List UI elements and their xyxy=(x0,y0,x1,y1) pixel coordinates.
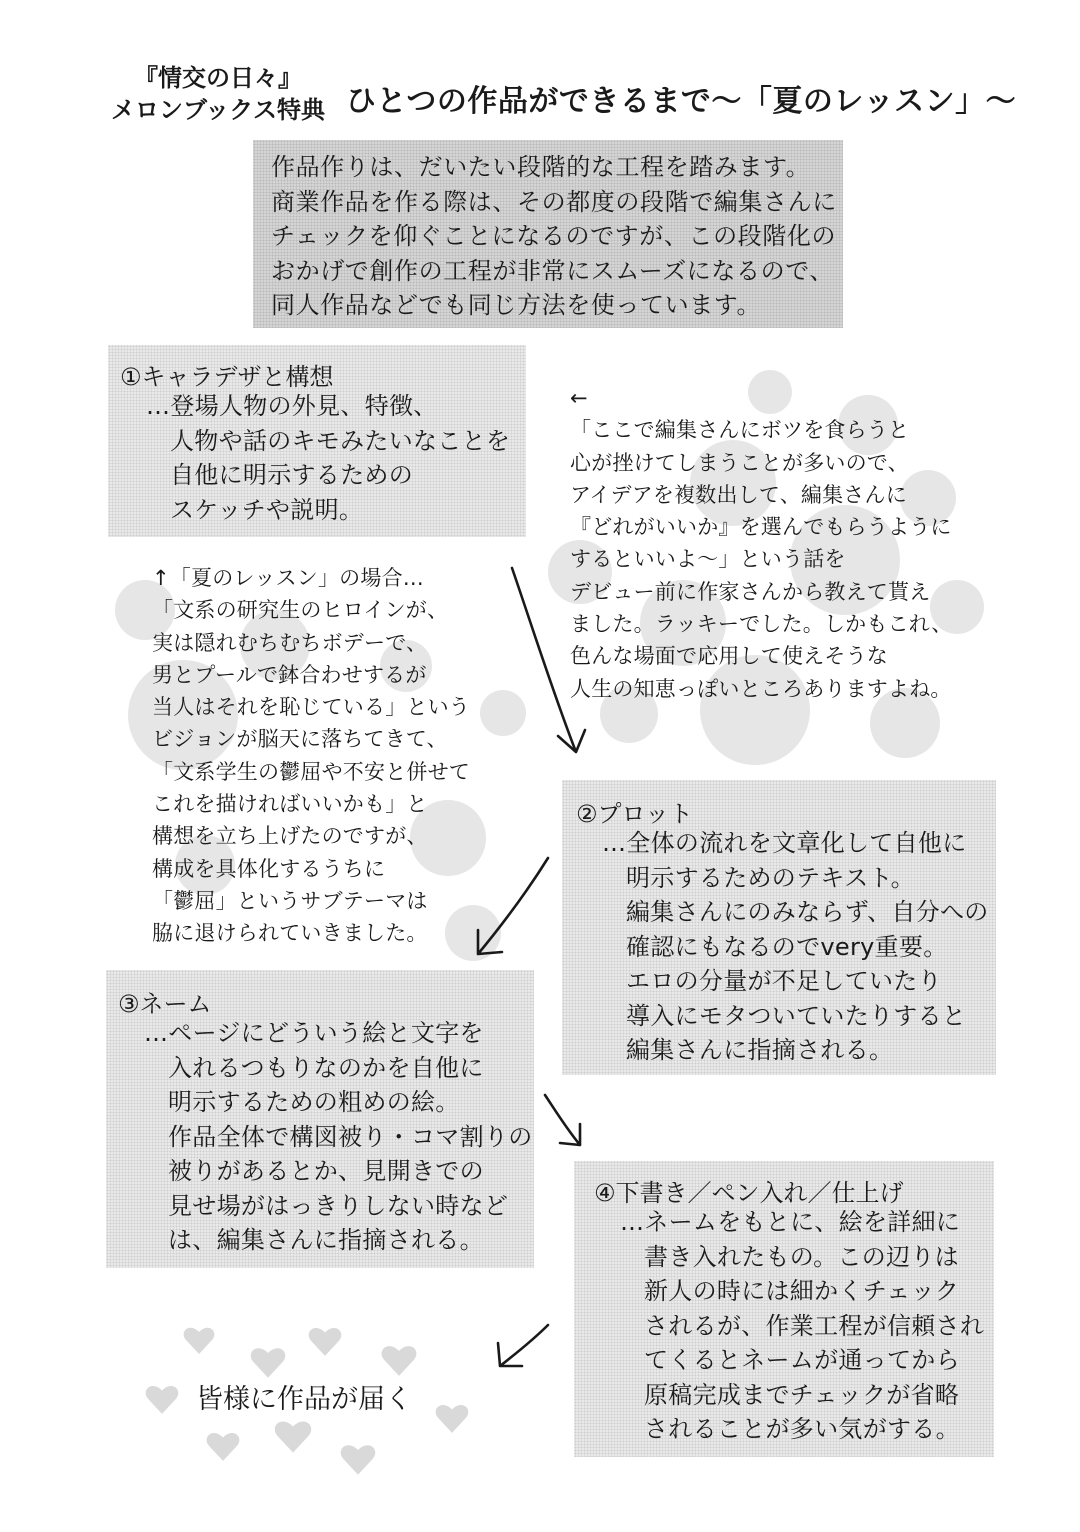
note-line: 実は隠れむちむちボデーで、 xyxy=(152,630,428,655)
step-line: 見せ場がはっきりしない時など xyxy=(168,1191,509,1220)
note-line: 『どれがいいか』を選んでもらうように xyxy=(570,515,952,540)
heart-icon xyxy=(380,1343,418,1377)
step-line: 作品全体で構図被り・コマ割りの xyxy=(168,1122,533,1151)
note-line: デビュー前に作家さんから教えて貰え xyxy=(570,579,931,604)
note-line: 「ここで編集さんにボツを食らうと xyxy=(570,418,910,443)
step-line: 編集さんにのみならず、自分への xyxy=(626,898,989,926)
step-line: …ページにどういう絵と文字を xyxy=(144,1019,484,1047)
heart-icon xyxy=(205,1430,241,1462)
note-line: 脇に退けられていきました。 xyxy=(152,921,428,946)
step-heading: ③ネーム xyxy=(118,990,212,1018)
heart-icon xyxy=(435,1402,469,1434)
step-line: 入れるつもりなのかを自他に xyxy=(168,1053,484,1082)
note-line: アイデアを複数出して、編集さんに xyxy=(570,482,907,507)
note-line: 男とプールで鉢合わせするが xyxy=(152,662,427,687)
step-line: 書き入れたもの。この辺りは xyxy=(644,1242,959,1271)
step-line: スケッチや説明。 xyxy=(170,495,364,524)
step-line: 自他に明示するための xyxy=(170,461,413,489)
final-message: 皆様に作品が届く xyxy=(196,1384,412,1415)
step-line: エロの分量が不足していたり xyxy=(626,967,942,995)
note-line: 「文系の研究生のヒロインが、 xyxy=(152,598,449,623)
heart-icon xyxy=(308,1325,342,1357)
note-line: 心が挫けてしまうことが多いので、 xyxy=(570,450,909,475)
step-line: されるが、作業工程が信頼され xyxy=(644,1311,985,1340)
note-line: するといいよ〜」という話を xyxy=(570,547,846,572)
step-line: …登場人物の外見、特徴、 xyxy=(146,392,438,420)
arrow-down-right-icon xyxy=(512,568,585,752)
step-line: 新人の時には細かくチェック xyxy=(644,1277,960,1305)
step-heading: ②プロット xyxy=(576,800,694,828)
step-line: は、編集さんに指摘される。 xyxy=(168,1226,484,1254)
step-heading: ①キャラデザと構想 xyxy=(120,363,334,391)
heart-icon xyxy=(274,1418,312,1454)
intro-line: 商業作品を作る際は、その都度の段階で編集さんに xyxy=(271,187,837,216)
step-line: 確認にもなるのでvery重要。 xyxy=(626,932,948,961)
note-line: 「鬱屈」というサブテーマは xyxy=(152,888,428,913)
note-line: 構成を具体化するうちに xyxy=(152,856,386,881)
heart-icon xyxy=(250,1345,286,1379)
step-line: 原稿完成までチェックが省略 xyxy=(644,1380,960,1409)
note-line: ました。ラッキーでした。しかもこれ、 xyxy=(570,612,953,637)
note-line: これを描ければいいかも」と xyxy=(152,792,428,817)
arrow-down-left-icon xyxy=(498,1325,548,1366)
note-line: ↑「夏のレッスン」の場合… xyxy=(152,566,424,590)
intro-line: チェックを仰ぐことになるのですが、この段階化の xyxy=(271,222,837,250)
heart-icon xyxy=(340,1442,376,1476)
intro-line: 作品作りは、だいたい段階的な工程を踏みます。 xyxy=(271,153,811,181)
intro-line: おかげで創作の工程が非常にスムーズになるので、 xyxy=(271,256,834,285)
heart-icon xyxy=(183,1325,215,1355)
arrow-down-right-icon xyxy=(545,1095,580,1145)
step-heading: ④下書き／ペン入れ／仕上げ xyxy=(594,1179,904,1207)
note-line: 構想を立ち上げたのですが、 xyxy=(152,824,428,849)
step-line: …全体の流れを文章化して自他に xyxy=(602,829,967,857)
note-line: 色んな場面で応用して使えそうな xyxy=(570,644,888,669)
arrow-down-left-icon xyxy=(478,858,548,954)
step-line: 人物や話のキモみたいなことを xyxy=(170,426,511,455)
step-line: …ネームをもとに、絵を詳細に xyxy=(620,1208,961,1236)
heart-icon xyxy=(145,1383,179,1415)
note-line: 「文系学生の鬱屈や不安と併せて xyxy=(152,759,470,784)
step-line: 被りがあるとか、見開きでの xyxy=(168,1157,484,1185)
intro-line: 同人作品などでも同じ方法を使っています。 xyxy=(271,291,762,319)
step-line: 明示するためのテキスト。 xyxy=(626,863,915,892)
step-line: てくるとネームが通ってから xyxy=(644,1346,960,1374)
step-line: 編集さんに指摘される。 xyxy=(626,1036,894,1064)
book-title: 『情交の日々』 メロンブックス特典 xyxy=(110,64,326,124)
step-line: 明示するための粗めの絵。 xyxy=(168,1088,460,1116)
step-line: されることが多い気がする。 xyxy=(644,1415,960,1443)
arrow-left-icon: ← xyxy=(570,386,588,410)
page-title: ひとつの作品ができるまで〜「夏のレッスン」〜 xyxy=(346,84,1017,119)
note-line: 当人はそれを恥じている」という xyxy=(152,695,470,720)
step-line: 導入にモタついていたりすると xyxy=(626,1001,967,1030)
note-line: 人生の知恵っぽいところありますよね。 xyxy=(570,676,952,701)
note-line: ビジョンが脳天に落ちてきて、 xyxy=(152,727,448,752)
